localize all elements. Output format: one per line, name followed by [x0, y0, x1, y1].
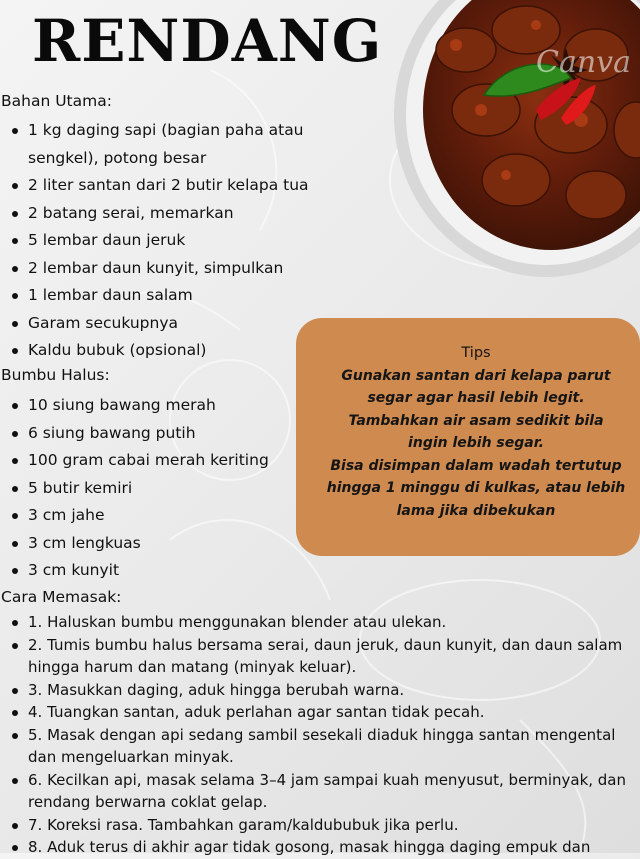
cara-memasak-heading: Cara Memasak:: [1, 588, 122, 606]
tips-box: [296, 318, 640, 556]
list-item: 3 cm lengkuas: [0, 530, 290, 558]
list-item: 5 butir kemiri: [0, 475, 290, 503]
rendang-dish-image: [386, 0, 640, 280]
bumbu-halus-heading: Bumbu Halus:: [1, 366, 110, 384]
page-title: RENDANG: [32, 7, 383, 75]
canva-watermark: Canva: [536, 45, 631, 80]
list-item: 1 kg daging sapi (bagian paha atau sengkel), potong besar: [0, 117, 360, 172]
step-item: 4. Tuangkan santan, aduk perlahan agar santan tidak pecah.: [0, 701, 640, 724]
tips-line: ingin lebih segar.: [408, 435, 544, 451]
tips-line: Tambahkan air asam sedikit bila: [348, 412, 604, 429]
tips-line: lama jika dibekukan: [396, 502, 556, 519]
list-item: 2 lembar daun kunyit, simpulkan: [0, 255, 360, 283]
bahan-utama-heading: Bahan Utama:: [1, 92, 112, 110]
list-item: 5 lembar daun jeruk: [0, 227, 360, 255]
list-item: 2 batang serai, memarkan: [0, 200, 360, 228]
tips-line: hingga 1 minggu di kulkas, atau lebih: [326, 480, 626, 496]
step-item: 7. Koreksi rasa. Tambahkan garam/kaldububuk jika perlu.: [0, 814, 640, 837]
cara-memasak-steps: [0, 611, 640, 859]
list-item: 2 liter santan dari 2 butir kelapa tua: [0, 172, 360, 200]
list-item: 6 siung bawang putih: [0, 420, 290, 448]
step-item: 8. Aduk terus di akhir agar tidak gosong, masak hingga daging empuk dan: [0, 836, 640, 859]
list-item: 1 lembar daun salam: [0, 282, 360, 310]
list-item: 100 gram cabai merah keriting: [0, 447, 290, 475]
list-item: 3 cm kunyit: [0, 557, 290, 585]
tips-line: Bisa disimpan dalam wadah tertutup: [330, 457, 622, 474]
step-item: 1. Haluskan bumbu menggunakan blender atau ulekan.: [0, 611, 640, 634]
step-item: 2. Tumis bumbu halus bersama serai, daun jeruk, daun kunyit, dan daun salam hingga harum dan matang (minyak keluar).: [0, 634, 640, 679]
list-item: 10 siung bawang merah: [0, 392, 290, 420]
list-item: Garam secukupnya: [0, 310, 360, 338]
step-item: 3. Masukkan daging, aduk hingga berubah warna.: [0, 679, 640, 702]
tips-title: Tips: [461, 345, 491, 361]
tips-line: segar agar hasil lebih legit.: [367, 390, 585, 406]
tips-line: Gunakan santan dari kelapa parut: [341, 367, 611, 384]
bumbu-halus-list: [0, 392, 290, 585]
list-item: 3 cm jahe: [0, 502, 290, 530]
list-item: Kaldu bubuk (opsional): [0, 337, 360, 365]
step-item: 5. Masak dengan api sedang sambil sesekali diaduk hingga santan mengental dan mengeluarkan minyak.: [0, 724, 640, 769]
step-item: 6. Kecilkan api, masak selama 3–4 jam sampai kuah menyusut, berminyak, dan rendang berwarna coklat gelap.: [0, 769, 640, 814]
